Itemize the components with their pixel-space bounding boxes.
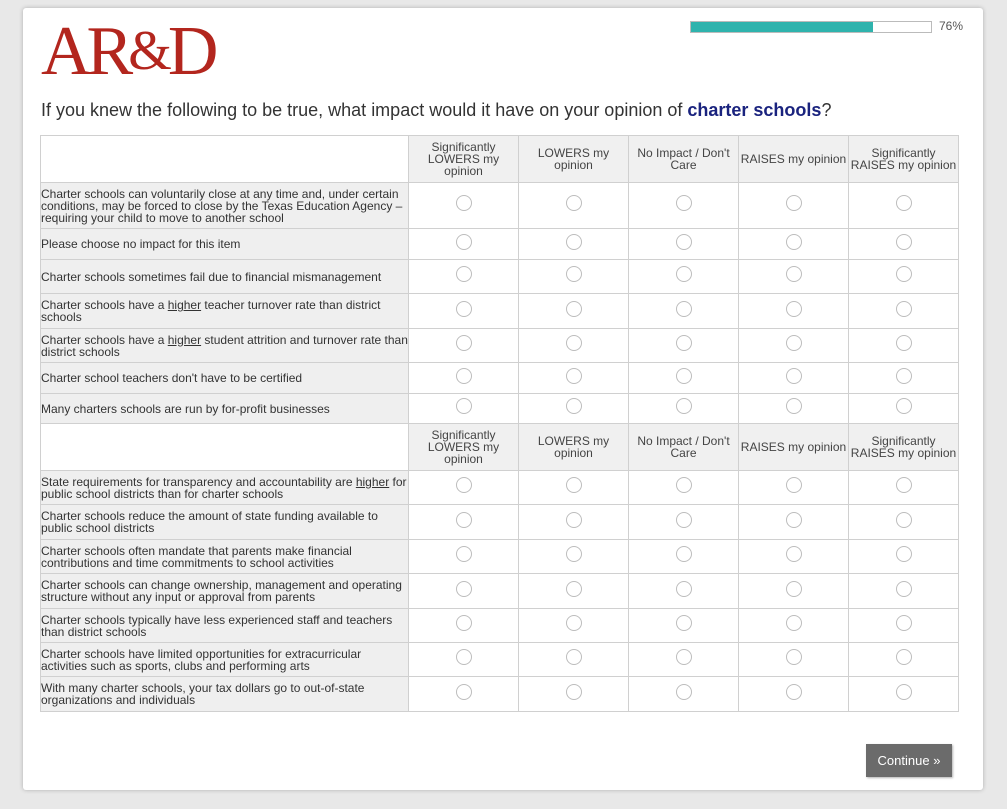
radio-button[interactable] [566, 684, 582, 700]
option-cell [409, 574, 519, 609]
option-cell [739, 229, 849, 260]
option-cell [739, 505, 849, 540]
statement-text [41, 609, 409, 643]
radio-button[interactable] [676, 234, 692, 250]
statement-pre: Charter schools can change ownership, management and operating structure without any input or approval from parents [41, 578, 402, 604]
radio-button[interactable] [786, 398, 802, 414]
radio-button[interactable] [566, 398, 582, 414]
radio-button[interactable] [456, 546, 472, 562]
statement-row [41, 363, 959, 394]
progress-bar [690, 21, 932, 33]
radio-button[interactable] [896, 649, 912, 665]
statement-text [41, 294, 409, 329]
radio-button[interactable] [896, 684, 912, 700]
statement-pre: Charter schools have limited opportunities for extracurricular activities such as sports, clubs and performing arts [41, 646, 362, 673]
radio-button[interactable] [676, 512, 692, 528]
option-cell [629, 183, 739, 229]
radio-button[interactable] [786, 234, 802, 250]
radio-button[interactable] [786, 684, 802, 700]
progress-fill [691, 22, 873, 32]
statement-pre: Charter schools often mandate that parents make financial contributions and time commitments to school activities [41, 543, 352, 570]
radio-button[interactable] [896, 368, 912, 384]
option-cell [519, 505, 629, 540]
statement-row [41, 643, 959, 677]
option-cell [519, 294, 629, 329]
option-cell [849, 574, 959, 609]
option-cell [849, 643, 959, 677]
logo-amp: & [128, 20, 168, 82]
option-cell [409, 294, 519, 329]
radio-button[interactable] [786, 649, 802, 665]
radio-button[interactable] [676, 195, 692, 211]
statement-text [41, 471, 409, 505]
question-suffix: ? [821, 100, 832, 120]
statement-text [41, 677, 409, 712]
option-cell [849, 471, 959, 505]
statement-pre: Charter schools can voluntarily close at any time and, under certain conditions, may be forced to close by the Texas Education Agency – requiring your child to move to another school [41, 186, 403, 225]
radio-button[interactable] [786, 581, 802, 597]
option-cell [519, 363, 629, 394]
column-header: RAISES my opinion [739, 424, 849, 471]
option-cell [409, 643, 519, 677]
header-blank-cell [41, 424, 409, 471]
statement-pre: Charter schools reduce the amount of state funding available to public school districts [41, 509, 378, 535]
question-text [41, 100, 961, 121]
statement-row [41, 229, 959, 260]
statement-pre: Many charters schools are run by for-profit businesses [41, 401, 330, 416]
radio-button[interactable] [786, 477, 802, 493]
radio-button[interactable] [676, 581, 692, 597]
radio-button[interactable] [896, 477, 912, 493]
option-cell [849, 260, 959, 294]
ard-logo [41, 13, 214, 92]
statement-ul: higher [355, 474, 390, 489]
option-cell [739, 471, 849, 505]
option-cell [849, 183, 959, 229]
statement-pre: Charter school teachers don't have to be certified [41, 371, 303, 385]
radio-button[interactable] [456, 368, 472, 384]
option-cell [409, 363, 519, 394]
statement-text [41, 643, 409, 677]
column-header: No Impact / Don't Care [629, 424, 739, 471]
radio-button[interactable] [566, 335, 582, 351]
radio-button[interactable] [676, 266, 692, 282]
option-cell [849, 609, 959, 643]
statement-post: for public school districts than for charter schools [41, 474, 407, 501]
statement-text [41, 183, 409, 229]
statement-pre: Charter schools have a [41, 332, 168, 347]
radio-button[interactable] [566, 477, 582, 493]
logo-part2: D [167, 13, 214, 90]
question-prefix: If you knew the following to be true, what impact would it have on your opinion of [41, 100, 688, 120]
statement-row [41, 609, 959, 643]
radio-button[interactable] [566, 615, 582, 631]
radio-button[interactable] [896, 581, 912, 597]
column-header-row [41, 424, 959, 471]
statement-row [41, 574, 959, 609]
statement-row [41, 540, 959, 574]
option-cell [519, 260, 629, 294]
option-cell [739, 540, 849, 574]
statement-text [41, 260, 409, 294]
option-cell [739, 363, 849, 394]
statement-post: teacher turnover rate than district schools [41, 298, 381, 324]
option-cell [409, 260, 519, 294]
statement-row [41, 471, 959, 505]
radio-button[interactable] [676, 398, 692, 414]
radio-button[interactable] [676, 649, 692, 665]
radio-button[interactable] [566, 195, 582, 211]
radio-button[interactable] [896, 615, 912, 631]
option-cell [849, 363, 959, 394]
option-cell [409, 677, 519, 712]
survey-matrix [40, 135, 959, 712]
radio-button[interactable] [456, 195, 472, 211]
radio-button[interactable] [456, 581, 472, 597]
option-cell [849, 329, 959, 363]
option-cell [519, 540, 629, 574]
option-cell [739, 183, 849, 229]
column-header: Significantly LOWERS my opinion [409, 136, 519, 183]
radio-button[interactable] [896, 195, 912, 211]
radio-button[interactable] [896, 335, 912, 351]
radio-button[interactable] [456, 335, 472, 351]
option-cell [519, 394, 629, 424]
option-cell [629, 394, 739, 424]
option-cell [629, 294, 739, 329]
radio-button[interactable] [456, 398, 472, 414]
statement-row [41, 183, 959, 229]
option-cell [629, 609, 739, 643]
option-cell [409, 394, 519, 424]
statement-ul: higher [167, 298, 202, 312]
radio-button[interactable] [566, 546, 582, 562]
column-header-row [41, 136, 959, 183]
column-header: Significantly LOWERS my opinion [409, 424, 519, 471]
radio-button[interactable] [456, 684, 472, 700]
radio-button[interactable] [456, 649, 472, 665]
option-cell [849, 677, 959, 712]
header-blank-cell [41, 136, 409, 183]
statement-row [41, 505, 959, 540]
statement-ul: higher [167, 332, 202, 347]
radio-button[interactable] [786, 615, 802, 631]
radio-button[interactable] [456, 266, 472, 282]
statement-text [41, 229, 409, 260]
radio-button[interactable] [566, 368, 582, 384]
statement-pre: Charter schools typically have less experienced staff and teachers than district schools [41, 612, 393, 639]
radio-button[interactable] [566, 581, 582, 597]
progress-label: 76% [939, 19, 964, 33]
radio-button[interactable] [676, 684, 692, 700]
radio-button[interactable] [566, 266, 582, 282]
option-cell [849, 394, 959, 424]
option-cell [409, 540, 519, 574]
statement-pre: With many charter schools, your tax dollars go to out-of-state organizations and individuals [41, 681, 365, 707]
radio-button[interactable] [896, 512, 912, 528]
option-cell [629, 574, 739, 609]
option-cell [849, 229, 959, 260]
radio-button[interactable] [786, 195, 802, 211]
radio-button[interactable] [456, 615, 472, 631]
statement-text [41, 329, 409, 363]
option-cell [519, 574, 629, 609]
radio-button[interactable] [676, 368, 692, 384]
option-cell [519, 609, 629, 643]
statement-text [41, 394, 409, 424]
option-cell [409, 229, 519, 260]
option-cell [739, 643, 849, 677]
option-cell [739, 677, 849, 712]
radio-button[interactable] [896, 301, 912, 317]
option-cell [739, 394, 849, 424]
option-cell [519, 329, 629, 363]
statement-row [41, 260, 959, 294]
option-cell [409, 183, 519, 229]
continue-button[interactable]: Continue » [866, 744, 952, 777]
radio-button[interactable] [456, 234, 472, 250]
question-topic: charter schools [687, 100, 822, 120]
statement-row [41, 677, 959, 712]
option-cell [409, 471, 519, 505]
radio-button[interactable] [896, 266, 912, 282]
radio-button[interactable] [676, 615, 692, 631]
statement-pre: Charter schools have a [41, 298, 168, 312]
option-cell [519, 677, 629, 712]
radio-button[interactable] [566, 649, 582, 665]
option-cell [409, 609, 519, 643]
option-cell [629, 260, 739, 294]
option-cell [519, 229, 629, 260]
radio-button[interactable] [456, 512, 472, 528]
radio-button[interactable] [786, 301, 802, 317]
option-cell [519, 471, 629, 505]
statement-row [41, 394, 959, 424]
radio-button[interactable] [786, 546, 802, 562]
option-cell [739, 574, 849, 609]
radio-button[interactable] [456, 301, 472, 317]
option-cell [629, 329, 739, 363]
column-header: Significantly RAISES my opinion [849, 424, 959, 471]
option-cell [409, 329, 519, 363]
statement-row [41, 329, 959, 363]
option-cell [629, 505, 739, 540]
radio-button[interactable] [566, 234, 582, 250]
column-header: RAISES my opinion [739, 136, 849, 183]
option-cell [849, 540, 959, 574]
statement-text [41, 505, 409, 540]
radio-button[interactable] [676, 477, 692, 493]
option-cell [629, 643, 739, 677]
option-cell [629, 677, 739, 712]
radio-button[interactable] [566, 301, 582, 317]
radio-button[interactable] [676, 546, 692, 562]
radio-button[interactable] [786, 335, 802, 351]
statement-text [41, 574, 409, 609]
option-cell [739, 294, 849, 329]
statement-text [41, 540, 409, 574]
radio-button[interactable] [786, 266, 802, 282]
option-cell [629, 540, 739, 574]
radio-button[interactable] [786, 512, 802, 528]
option-cell [519, 643, 629, 677]
column-header: No Impact / Don't Care [629, 136, 739, 183]
statement-post: student attrition and turnover rate than district schools [41, 332, 408, 359]
logo-part1: AR [41, 13, 129, 90]
option-cell [849, 505, 959, 540]
statement-pre: State requirements for transparency and accountability are [41, 474, 356, 489]
radio-button[interactable] [896, 398, 912, 414]
radio-button[interactable] [676, 335, 692, 351]
radio-button[interactable] [566, 512, 582, 528]
option-cell [739, 260, 849, 294]
column-header: LOWERS my opinion [519, 136, 629, 183]
radio-button[interactable] [896, 546, 912, 562]
option-cell [519, 183, 629, 229]
survey-card [23, 8, 983, 790]
statement-pre: Charter schools sometimes fail due to financial mismanagement [41, 269, 382, 284]
option-cell [629, 229, 739, 260]
option-cell [629, 363, 739, 394]
statement-pre: Please choose no impact for this item [41, 237, 241, 251]
column-header: LOWERS my opinion [519, 424, 629, 471]
option-cell [739, 609, 849, 643]
option-cell [849, 294, 959, 329]
radio-button[interactable] [896, 234, 912, 250]
radio-button[interactable] [676, 301, 692, 317]
statement-text [41, 363, 409, 394]
statement-row [41, 294, 959, 329]
radio-button[interactable] [786, 368, 802, 384]
radio-button[interactable] [456, 477, 472, 493]
column-header: Significantly RAISES my opinion [849, 136, 959, 183]
option-cell [629, 471, 739, 505]
option-cell [409, 505, 519, 540]
option-cell [739, 329, 849, 363]
